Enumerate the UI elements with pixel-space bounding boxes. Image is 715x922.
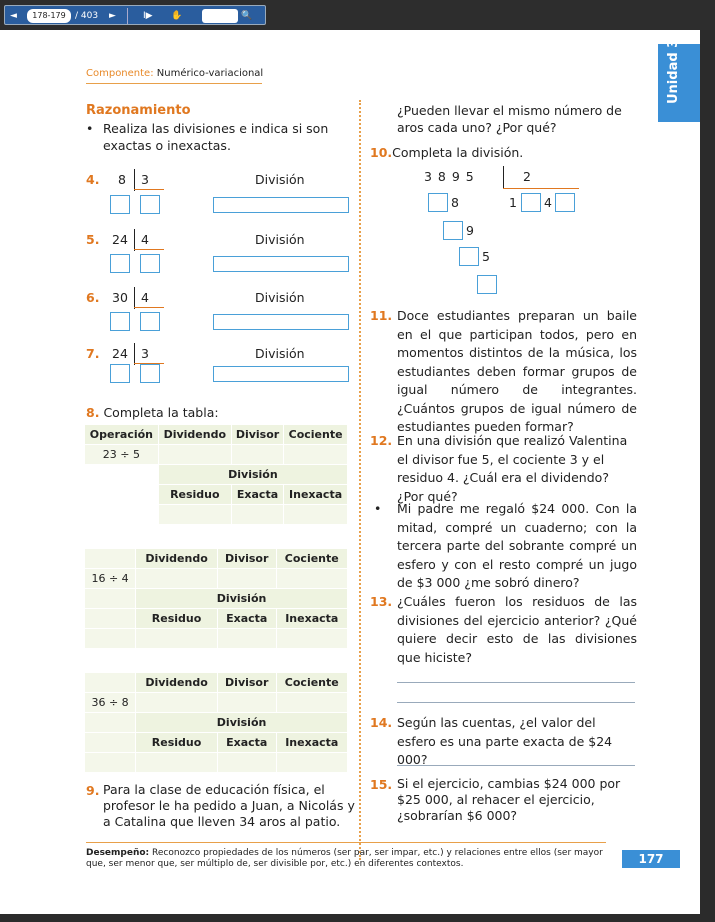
- answer-box[interactable]: [140, 254, 160, 273]
- answer-box[interactable]: [555, 193, 575, 212]
- table-block-3: Dividendo Divisor Cociente 36 ÷ 8 División Residuo Exacta Inexacta: [84, 672, 348, 773]
- problem-text: Mi padre me regaló $24 000. Con la mitad, compré un cuaderno; con la tercera parte del sobrante compré un esfero y con el resto compré un jugo de $3 000 ¿me sobró dinero?: [397, 501, 637, 590]
- hand-tool-icon[interactable]: ✋: [171, 11, 183, 21]
- instruction-text: Realiza las divisiones e indica si son exactas o inexactas.: [103, 121, 329, 153]
- answer-box[interactable]: [110, 195, 130, 214]
- answer-box[interactable]: [110, 364, 130, 383]
- text-select-tool-icon[interactable]: I▶: [143, 11, 153, 21]
- bullet-dot: •: [374, 501, 382, 516]
- answer-line[interactable]: [397, 765, 635, 766]
- answer-box[interactable]: [521, 193, 541, 212]
- q11-text: Doce estudiantes preparan un baile en el que participan todos, pero en momentos distintos de la música, los estudiantes deben formar grupos de igual número de integrantes. ¿Cuántos grupos de igual número de estudiantes pueden formar?: [397, 308, 637, 434]
- q12-number: 12.: [370, 433, 393, 448]
- search-icon[interactable]: 🔍: [241, 11, 253, 21]
- answer-line[interactable]: [397, 702, 635, 703]
- page-number-input[interactable]: 178-179: [27, 9, 71, 23]
- answer-field[interactable]: [213, 197, 349, 213]
- answer-box[interactable]: [140, 364, 160, 383]
- section-heading: Razonamiento: [86, 103, 191, 118]
- answer-box[interactable]: [110, 254, 130, 273]
- answer-field[interactable]: [213, 314, 349, 330]
- answer-field[interactable]: [213, 256, 349, 272]
- divider: [86, 83, 262, 84]
- component-label: Componente: Numérico-variacional: [86, 68, 264, 79]
- q15-number: 15.: [370, 777, 393, 792]
- q14-text: Según las cuentas, ¿el valor del esfero es una parte exacta de $24 000?: [397, 715, 613, 767]
- unit-tab: Unidad 3: [658, 44, 700, 122]
- search-input[interactable]: [202, 9, 238, 23]
- page-number: 177: [622, 850, 680, 868]
- q8: 8. Completa la tabla:: [86, 405, 219, 420]
- bullet-dot: •: [86, 121, 94, 136]
- viewer-toolbar: [0, 0, 715, 30]
- q9-number: 9.: [86, 783, 100, 798]
- answer-box[interactable]: [459, 247, 479, 266]
- page-navigation: [4, 5, 266, 25]
- q9-continued: ¿Pueden llevar el mismo número de aros cada uno? ¿Por qué?: [397, 103, 622, 135]
- q15-text: Si el ejercicio, cambias $24 000 por $25 000, al rehacer el ejercicio, ¿sobrarían $6 000?: [397, 776, 621, 823]
- prev-page-button[interactable]: ◄: [10, 11, 17, 21]
- next-page-button[interactable]: ►: [109, 11, 116, 21]
- answer-box[interactable]: [477, 275, 497, 294]
- q11-number: 11.: [370, 308, 393, 323]
- q13-number: 13.: [370, 594, 393, 609]
- q14-number: 14.: [370, 715, 393, 730]
- answer-field[interactable]: [213, 366, 349, 382]
- performance-footer: Desempeño: Reconozco propiedades de los números (ser par, ser impar, etc.) y relaciones entre ellos (ser mayor que, ser menor que, ser múltiplo de, ser divisible por, etc.) en diferentes contextos.: [86, 848, 603, 869]
- answer-box[interactable]: [140, 195, 160, 214]
- answer-line[interactable]: [397, 682, 635, 683]
- table-block-2: Dividendo Divisor Cociente 16 ÷ 4 División Residuo Exacta Inexacta: [84, 548, 348, 649]
- separator: [127, 8, 128, 24]
- q13-text: ¿Cuáles fueron los residuos de las divisiones del ejercicio anterior? ¿Qué quiere decir esto de las divisiones que hiciste?: [397, 594, 637, 665]
- page-total: / 403: [75, 11, 99, 21]
- workbook-page: Unidad 3 Componente: Numérico-variacional Razonamiento • Realiza las divisiones e indica si son exactas o inexactas. 4. 8 3 División 5. 24 4 División 6. 30 4 División 7. 24 3 División 8. Completa la tabla: Operación Dividendo Divisor Cociente 23 ÷ 5 División Residuo Exacta Inexacta Dividendo Divisor Cociente 16 ÷ 4 División Residuo Exacta Inexacta Dividendo Divisor Cociente 36 ÷ 8 División Residuo Exacta Inexacta 9. Para la clase de educación física, el profesor le ha pedido a Juan, a Nicolás y a Catalina que lleven 34 aros al patio. ¿Pueden llevar el mismo número de aros cada uno? ¿Por qué? 10.Completa la división. 3 8 9 5 2 8 1 4 9 5 11. Doce estudiantes preparan un baile en el que participan todos, pero en momentos distintos de la música, los estudiantes deben formar grupos de igual número de integrantes. ¿Cuántos grupos de igual número de estudiantes pueden formar? 12. En una división que realizó Valentina el divisor fue 5, el cociente 3 y el residuo 4. ¿Cuál era el dividendo? ¿Por qué? • Mi padre me regaló $24 000. Con la mitad, compré un cuaderno; con la tercera parte del sobrante compré un esfero y con el resto compré un jugo de $3 000 ¿me sobró dinero? 13. ¿Cuáles fueron los residuos de las divisiones del ejercicio anterior? ¿Qué quiere decir esto de las divisiones que hiciste? 14. Según las cuentas, ¿el valor del esfero es una parte exacta de $24 000? 15. Si el ejercicio, cambias $24 000 por $25 000, al rehacer el ejercicio, ¿sobrarían $6 000? Desempeño: Reconozco propiedades de los números (ser par, ser impar, etc.) y relaciones entre ellos (ser mayor que, ser menor que, ser múltiplo de, ser divisible por, etc.) en diferentes contextos. 177: [0, 30, 700, 914]
- column-divider: [359, 100, 361, 860]
- answer-box[interactable]: [443, 221, 463, 240]
- answer-box[interactable]: [110, 312, 130, 331]
- table-block-1: Operación Dividendo Divisor Cociente 23 ÷ 5 División Residuo Exacta Inexacta: [84, 424, 348, 525]
- q10: 10.Completa la división.: [370, 145, 524, 160]
- q12-text: En una división que realizó Valentina el divisor fue 5, el cociente 3 y el residuo 4. ¿Cuál era el dividendo? ¿Por qué?: [397, 433, 628, 504]
- divider: [86, 842, 606, 843]
- q9-text: Para la clase de educación física, el profesor le ha pedido a Juan, a Nicolás y a Catalina que lleven 34 aros al patio.: [103, 782, 355, 829]
- answer-box[interactable]: [140, 312, 160, 331]
- answer-box[interactable]: [428, 193, 448, 212]
